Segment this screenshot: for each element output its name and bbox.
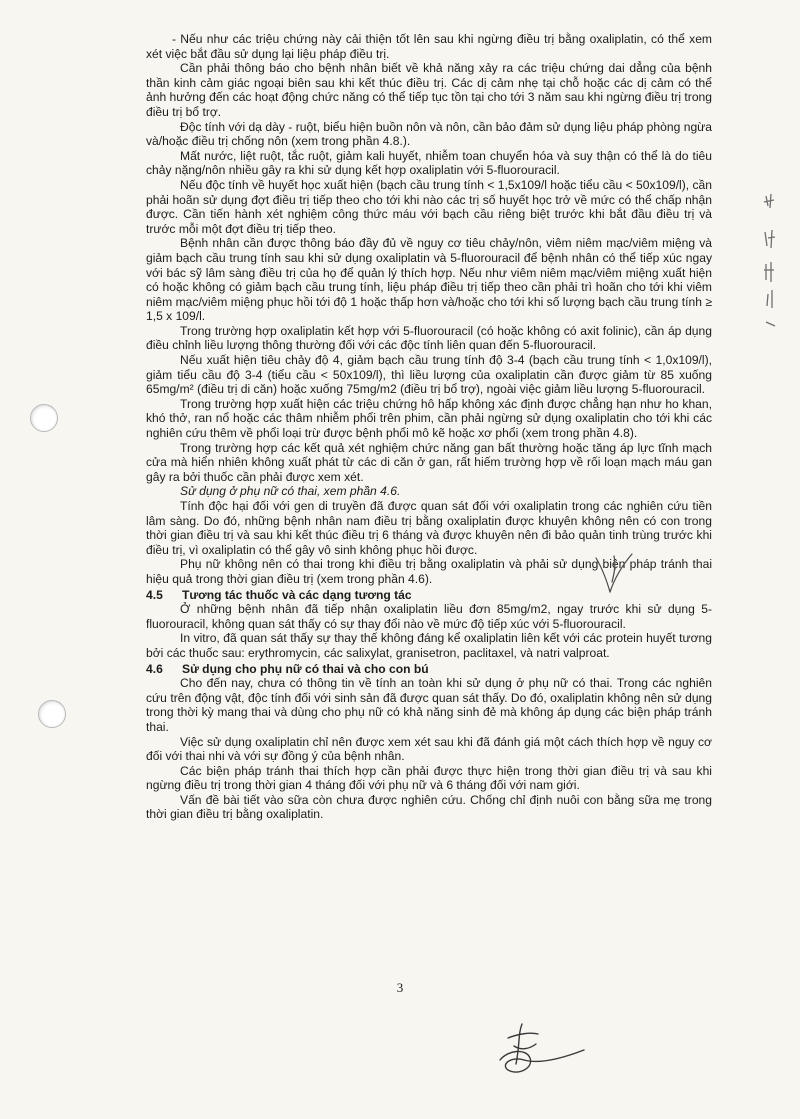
punch-hole-icon <box>30 404 58 432</box>
paragraph: Cần phải thông báo cho bệnh nhân biết về khả năng xảy ra các triệu chứng dai dẳng của bệnh thần kinh cảm giác ngoại biên sau khi kết thúc điều trị. Các dị cảm nhẹ tại chỗ hoặc các dị cảm có thể ảnh hưởng đến các hoạt động chức năng có thể tiếp tục tồn tại cho tới 3 năm sau khi ngừng điều trị trong điều trị bổ trợ. <box>146 61 712 119</box>
paragraph: Độc tính với dạ dày - ruột, biểu hiện buồn nôn và nôn, cần bảo đảm sử dụng liệu pháp phòng ngừa và/hoặc điều trị chống nôn (xem trong phần 4.8.). <box>146 119 712 149</box>
margin-marks <box>756 190 786 330</box>
paragraph: Nếu xuất hiện tiêu chảy độ 4, giảm bạch cầu trung tính độ 3-4 (bạch cầu trung tính < 1,0x109/l), giảm tiểu cầu độ 3-4 (tiểu cầu < 50x109/l), thì liều lượng của oxaliplatin cần được giảm từ 85 xuống 65mg/m² (điều trị di căn) hoặc xuống 75mg/m2 (điều trị bổ trợ), ngoài việc giảm liều lượng 5-fluorouracil. <box>146 353 712 397</box>
italic-note: Sử dụng ở phụ nữ có thai, xem phần 4.6. <box>180 484 401 499</box>
section-number: 4.5 <box>146 587 163 602</box>
paragraph: Bệnh nhân cần được thông báo đầy đủ về nguy cơ tiêu chảy/nôn, viêm niêm mạc/viêm miệng và giảm bạch cầu trung tính sau khi sử dụng oxaliplatin và 5-fluorouracil để bệnh nhân có thể tiếp xúc ngay với bác sỹ lâm sàng điều trị của họ để quản lý thích hợp. Nếu như viêm niêm mạc/viêm miệng xuất hiện có hoặc không có giảm bạch cầu trung tính, liệu pháp điều trị tiếp theo cần phải trì hoãn cho tới khi viêm niêm mạc/viêm miệng phục hồi tới độ 1 hoặc thấp hơn và/hoặc cho tới khi số lượng bạch cầu trung tính ≥ 1,5 x 109/l. <box>146 236 712 324</box>
paragraph-group <box>146 602 712 660</box>
paragraph: Phụ nữ không nên có thai trong khi điều trị bằng oxaliplatin và phải sử dụng biện pháp tránh thai hiệu quả trong thời gian điều trị (xem trong phần 4.6). <box>146 557 712 586</box>
section-title: Tương tác thuốc và các dạng tương tác <box>182 587 412 602</box>
punch-hole-icon <box>38 700 66 728</box>
pen-mark-icon <box>592 552 636 598</box>
paragraph: Nếu độc tính về huyết học xuất hiện (bạch cầu trung tính < 1,5x109/l hoặc tiểu cầu < 50x109/l), cần phải hoãn sử dụng đợt điều trị tiếp theo cho tới khi nào các trị số huyết học trở về mức có thể chấp nhận được. Cần tiến hành xét nghiệm công thức máu với bạch cầu riêng biệt trước khi bắt đầu điều trị và trước mỗi một đợt điều trị tiếp theo. <box>146 177 712 236</box>
paragraph: In vitro, đã quan sát thấy sự thay thế không đáng kể oxaliplatin liên kết với các protein huyết tương bởi các thuốc sau: erythromycin, các salixylat, granisetron, paclitaxel, và natri valproat. <box>146 631 712 660</box>
paragraph: - Nếu như các triệu chứng này cải thiện tốt lên sau khi ngừng điều trị bằng oxaliplatin, có thể xem xét việc bắt đầu sử dụng lại liệu pháp điều trị. <box>146 32 712 61</box>
section-heading-4-6 <box>146 662 712 677</box>
document-page <box>146 32 712 822</box>
paragraph: Trong trường hợp các kết quả xét nghiệm chức năng gan bất thường hoặc tăng áp lực tĩnh mạch cửa mà hiển nhiên không xuất phát từ các di căn ở gan, rất hiếm trường hợp về rối loạn mạch máu gan gây ra bởi thuốc cần phải được xem xét. <box>146 440 712 484</box>
paragraph: Vấn đề bài tiết vào sữa còn chưa được nghiên cứu. Chống chỉ định nuôi con bằng sữa mẹ trong thời gian điều trị bằng oxaliplatin. <box>146 792 712 822</box>
paragraph: Mất nước, liệt ruột, tắc ruột, giảm kali huyết, nhiễm toan chuyển hóa và suy thận có thể là do tiêu chảy nặng/nôn nhiều gây ra khi sử dụng kết hợp oxaliplatin với 5-fluorouracil. <box>146 148 712 178</box>
paragraph: Ở những bệnh nhân đã tiếp nhận oxaliplatin liều đơn 85mg/m2, ngay trước khi sử dụng 5-fluorouracil, không quan sát thấy có sự thay đổi nào về mức độ tiếp xúc với 5-fluorouracil. <box>146 602 712 631</box>
section-number: 4.6 <box>146 661 163 676</box>
section-title: Sử dụng cho phụ nữ có thai và cho con bú <box>182 661 429 676</box>
paragraph-group <box>146 676 712 822</box>
paragraph: Tính độc hại đối với gen di truyền đã được quan sát đối với oxaliplatin trong các nghiên cứu tiền lâm sàng. Do đó, những bệnh nhân nam điều trị bằng oxaliplatin được khuyên không nên có con trong thời gian điều trị và sau khi kết thúc điều trị 6 tháng và được khuyên nên đi bảo quản tinh trùng trước khi điều trị, vì oxaliplatin có thể gây vô sinh không phục hồi được. <box>146 499 712 557</box>
signature-icon <box>478 1020 588 1082</box>
paragraph: Việc sử dụng oxaliplatin chỉ nên được xem xét sau khi đã đánh giá một cách thích hợp về nguy cơ đối với thai nhi và với sự đồng ý của bệnh nhân. <box>146 734 712 764</box>
paragraph: Các biện pháp tránh thai thích hợp cần phải được thực hiện trong thời gian điều trị và sau khi ngừng điều trị trong thời gian 4 tháng đối với phụ nữ và 6 tháng đối với nam giới. <box>146 763 712 793</box>
page-number: 3 <box>396 980 404 995</box>
paragraph: Trong trường hợp oxaliplatin kết hợp với 5-fluorouracil (có hoặc không có axit folinic), cần áp dụng điều chỉnh liều lượng thông thường đối với các độc tính liên quan đến 5-fluorouracil. <box>146 323 712 353</box>
paragraph: Cho đến nay, chưa có thông tin về tính an toàn khi sử dụng ở phụ nữ có thai. Trong các nghiên cứu trên động vật, độc tính đối với sinh sản đã được quan sát thấy. Do đó, oxaliplatin không nên sử dụng trong thời kỳ mang thai và dùng cho phụ nữ có khả năng sinh đẻ mà không áp dụng các biện pháp tránh thai. <box>146 676 712 734</box>
paragraph: Trong trường hợp xuất hiện các triệu chứng hô hấp không xác định được chẳng hạn như ho khan, khó thở, ran nổ hoặc các thâm nhiễm phổi trên phim, cần phải ngừng sử dụng oxaliplatin cho tới khi các nghiên cứu thêm về phổi loại trừ được bệnh phổi mô kẽ hoặc xơ phổi (xem trong phần 4.8). <box>146 396 712 441</box>
paragraph-group <box>146 32 712 484</box>
